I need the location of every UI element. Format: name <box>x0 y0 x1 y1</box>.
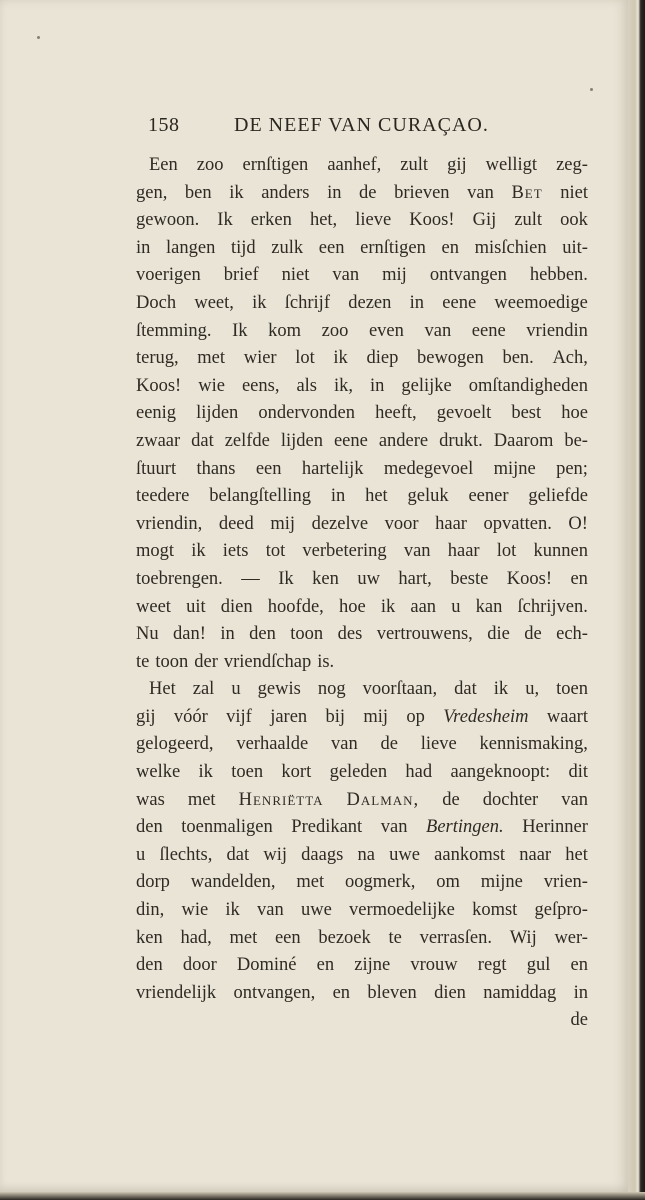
word: eene <box>442 292 477 313</box>
word: medegevoel <box>383 458 474 479</box>
word: verhaalde <box>236 734 309 755</box>
word: dit <box>568 762 588 783</box>
catchword: de <box>570 1010 588 1031</box>
word: in <box>327 182 342 203</box>
word: van <box>332 265 360 286</box>
word: te <box>136 651 150 672</box>
catchword-line <box>136 1007 588 1035</box>
word: lot <box>295 348 315 369</box>
text-line <box>136 594 588 622</box>
word: geluk <box>407 486 449 507</box>
word: Wij <box>509 927 537 948</box>
body-text <box>136 152 588 1035</box>
word: van <box>467 182 494 203</box>
word: dochter <box>482 789 539 810</box>
word: thans <box>196 458 236 479</box>
text-line <box>136 676 588 704</box>
running-head: DE NEEF VAN CURAÇAO. <box>234 114 489 136</box>
word: ik, <box>334 375 354 396</box>
word: ik <box>198 762 213 783</box>
page-edge-bottom <box>0 1192 645 1200</box>
word: eene <box>471 320 506 341</box>
word: misſchien <box>474 237 547 258</box>
word: vriendſchap <box>223 651 312 672</box>
text-line <box>136 869 588 897</box>
word: geleden <box>329 762 388 783</box>
word: bewogen <box>416 348 484 369</box>
word: ſlechts, <box>159 844 213 865</box>
word: zal <box>192 679 215 700</box>
text-line <box>136 511 588 539</box>
word: langen <box>166 237 216 258</box>
word: Ik <box>217 210 233 231</box>
word: Dalman, <box>346 789 420 810</box>
word: ech- <box>556 624 588 645</box>
word: uw <box>357 568 380 589</box>
word: met <box>229 927 258 948</box>
word: anders <box>261 182 310 203</box>
word: zulk <box>271 237 304 258</box>
word: Daarom <box>493 430 554 451</box>
word: zeg- <box>556 155 588 175</box>
word: de <box>380 734 398 755</box>
word: gij <box>136 706 156 727</box>
word: dan! <box>173 624 206 645</box>
word: ben <box>184 182 212 203</box>
word: ik <box>252 292 267 313</box>
word: na <box>357 844 375 865</box>
text-line <box>136 649 588 677</box>
word: welligt <box>485 155 538 175</box>
word: u, <box>525 679 540 700</box>
word: bij <box>325 706 346 727</box>
word: eens, <box>241 375 280 396</box>
word: vrouw <box>410 955 458 976</box>
word: Henriëtta <box>238 789 324 810</box>
word: deed <box>218 513 254 534</box>
word: hoe <box>561 403 588 424</box>
word: wier <box>243 348 277 369</box>
word: in <box>136 237 151 258</box>
word: u <box>451 596 461 617</box>
word: de <box>442 789 460 810</box>
word: beste <box>450 568 489 589</box>
text-line <box>136 318 588 346</box>
word: weet <box>136 596 171 617</box>
word: wie <box>181 900 209 921</box>
word: mij <box>270 513 296 534</box>
word: Vredesheim <box>443 706 529 727</box>
word: had <box>405 762 433 783</box>
word: door <box>182 955 217 976</box>
text-line <box>136 925 588 953</box>
word: iets <box>222 541 249 562</box>
word: weet, <box>194 292 234 313</box>
word: lieve <box>355 210 392 231</box>
word: Herinner <box>522 817 588 838</box>
word: omſtandigheden <box>468 375 588 396</box>
word: gelogeerd, <box>136 734 214 755</box>
text-line <box>136 207 588 235</box>
text-line <box>136 428 588 456</box>
text-line <box>136 704 588 732</box>
word: u <box>136 844 146 865</box>
word: verrasſen. <box>419 927 492 948</box>
word: van <box>561 789 588 810</box>
word: bezoek <box>318 927 371 948</box>
word: aan <box>410 596 437 617</box>
word: weemoedige <box>494 292 588 313</box>
word: vrien- <box>543 872 588 893</box>
word: pen; <box>556 458 588 479</box>
word: vermoedelijke <box>349 900 455 921</box>
text-line <box>136 180 588 208</box>
word: dezelve <box>311 513 369 534</box>
word: toen <box>556 679 588 700</box>
word: uit <box>186 596 206 617</box>
word: vóór <box>173 706 208 727</box>
word: hoofde, <box>267 596 324 617</box>
word: verbetering <box>302 541 387 562</box>
word: en <box>570 568 588 589</box>
paper-speck <box>590 88 593 91</box>
word: Het <box>149 679 176 700</box>
word: Ach, <box>552 348 588 369</box>
word: heeft, <box>375 403 417 424</box>
word: drukt. <box>439 430 483 451</box>
word: lieve <box>420 734 457 755</box>
text-line <box>136 842 588 870</box>
word: gewoon. <box>136 210 200 231</box>
word: gewis <box>257 679 301 700</box>
word: der <box>194 651 218 672</box>
word: Bertingen. <box>426 817 504 838</box>
word: aangeknoopt: <box>450 762 551 783</box>
word: aankomst <box>434 844 506 865</box>
text-line <box>136 345 588 373</box>
word: geliefde <box>528 486 588 507</box>
word: in <box>330 486 346 507</box>
word: ernſtigen <box>360 237 426 258</box>
word: oogmerk, <box>345 872 416 893</box>
word: den <box>136 817 163 838</box>
word: bleven <box>367 982 417 1003</box>
word: ſchrijf <box>284 292 330 313</box>
word: uwe <box>389 844 420 865</box>
word: het, <box>309 210 338 231</box>
word: mogt <box>136 541 175 562</box>
word: mij <box>382 265 407 286</box>
word: en <box>316 955 335 976</box>
word: in <box>409 292 425 313</box>
text-line <box>136 897 588 925</box>
text-line <box>136 400 588 428</box>
word: gul <box>526 955 551 976</box>
text-line <box>136 152 588 180</box>
word: hartelijk <box>301 458 364 479</box>
word: gelijke <box>401 375 452 396</box>
word: ik <box>191 541 206 562</box>
word: hoe <box>338 596 366 617</box>
word: gij <box>447 155 467 175</box>
word: met <box>187 789 216 810</box>
text-line <box>136 731 588 759</box>
text-line <box>136 262 588 290</box>
word: kunnen <box>533 541 588 562</box>
word: is. <box>317 651 335 672</box>
word: Ik <box>232 320 248 341</box>
page-edge-right <box>628 0 645 1200</box>
word: voor <box>384 513 419 534</box>
word: jaren <box>270 706 308 727</box>
word: toebrengen. <box>136 568 223 589</box>
word: wij <box>263 844 287 865</box>
word: zoo <box>321 320 349 341</box>
word: den <box>249 624 276 645</box>
word: lijden <box>280 430 323 451</box>
word: het <box>565 844 588 865</box>
word: Nu <box>136 624 159 645</box>
word: Koos! <box>136 375 182 396</box>
word: lot <box>496 541 517 562</box>
text-line <box>136 814 588 842</box>
word: Koos! <box>506 568 552 589</box>
word: dat <box>454 679 477 700</box>
word: wer- <box>554 927 588 948</box>
text-line <box>136 621 588 649</box>
word: andere <box>378 430 429 451</box>
word: kom <box>268 320 302 341</box>
word: kennismaking, <box>479 734 588 755</box>
word: van <box>257 900 284 921</box>
word: Bet <box>511 182 543 203</box>
word: eene <box>333 430 368 451</box>
word: even <box>368 320 404 341</box>
word: mijne <box>480 872 523 893</box>
word: ik <box>225 900 240 921</box>
word: Gij <box>472 210 497 231</box>
word: Doch <box>136 292 177 313</box>
word: naar <box>519 844 552 865</box>
word: voorſtaan, <box>362 679 438 700</box>
word: O! <box>568 513 588 534</box>
word: vriendin <box>526 320 588 341</box>
word: ernſtigen <box>242 155 309 175</box>
word: zult <box>400 155 429 175</box>
word: gevoelt <box>436 403 492 424</box>
word: had, <box>180 927 212 948</box>
word: ik <box>380 596 396 617</box>
word: een <box>274 927 301 948</box>
word: dien <box>220 596 253 617</box>
word: ſtuurt <box>136 458 177 479</box>
word: ook <box>560 210 588 231</box>
word: erken <box>250 210 292 231</box>
word: brief <box>223 265 259 286</box>
word: en <box>570 955 588 976</box>
word: namiddag <box>483 982 557 1003</box>
word: geſpro- <box>534 900 588 921</box>
word: de <box>359 182 377 203</box>
text-line <box>136 566 588 594</box>
text-line <box>136 290 588 318</box>
word: van <box>331 734 358 755</box>
word: was <box>136 789 165 810</box>
word: tot <box>265 541 286 562</box>
word: ik <box>493 679 509 700</box>
word: in <box>220 624 235 645</box>
word: ik <box>229 182 244 203</box>
word: welke <box>136 762 181 783</box>
word: van <box>403 541 431 562</box>
word: een <box>255 458 282 479</box>
word: vriendelijk <box>136 982 217 1003</box>
word: dezen <box>348 292 392 313</box>
word: gen, <box>136 182 168 203</box>
word: uit- <box>562 237 588 258</box>
word: en <box>441 237 459 258</box>
word: din, <box>136 900 165 921</box>
word: dat <box>226 844 250 865</box>
word: kort <box>281 762 312 783</box>
word: haar <box>435 513 467 534</box>
word: niet <box>560 182 588 203</box>
text-line <box>136 538 588 566</box>
word: hebben. <box>529 265 588 286</box>
word: vriendin, <box>136 513 203 534</box>
word: zoo <box>196 155 224 175</box>
word: dat <box>191 430 214 451</box>
page-number: 158 <box>148 114 180 136</box>
word: een <box>318 237 345 258</box>
word: vertrouwens, <box>376 624 473 645</box>
text-line <box>136 373 588 401</box>
text-line <box>136 483 588 511</box>
word: dien <box>434 982 466 1003</box>
word: ſtemming. <box>136 320 212 341</box>
word: lijden <box>196 403 239 424</box>
word: terug, <box>136 348 179 369</box>
word: waart <box>546 706 588 727</box>
word: van <box>424 320 452 341</box>
word: hart, <box>398 568 432 589</box>
word: in <box>370 375 385 396</box>
word: opvatten. <box>483 513 552 534</box>
word: en <box>332 982 351 1003</box>
word: eenig <box>136 403 177 424</box>
word: aanhef, <box>327 155 382 175</box>
word: toenmaligen <box>181 817 273 838</box>
word: de <box>524 624 542 645</box>
word: mijne <box>493 458 536 479</box>
word: regt <box>477 955 507 976</box>
word: toen <box>231 762 264 783</box>
word: Dominé <box>236 955 297 976</box>
word: van <box>380 817 408 838</box>
word: be- <box>564 430 588 451</box>
word: Koos! <box>409 210 455 231</box>
word: zwaar <box>136 430 181 451</box>
word: uwe <box>300 900 332 921</box>
word: zijne <box>354 955 391 976</box>
word: Ik <box>278 568 294 589</box>
word: toon <box>290 624 324 645</box>
word: om <box>436 872 460 893</box>
word: vijf <box>226 706 252 727</box>
word: komst <box>472 900 518 921</box>
word: ken <box>312 568 339 589</box>
word: in <box>573 982 588 1003</box>
word: best <box>511 403 542 424</box>
text-line <box>136 952 588 980</box>
word: ben. <box>502 348 534 369</box>
word: des <box>337 624 363 645</box>
word: Predikant <box>291 817 363 838</box>
word: — <box>241 568 260 589</box>
word: teedere <box>136 486 190 507</box>
word: ontvangen, <box>233 982 316 1003</box>
text-line <box>136 759 588 787</box>
word: het <box>365 486 388 507</box>
word: eener <box>468 486 509 507</box>
word: toon <box>155 651 189 672</box>
word: daags <box>301 844 344 865</box>
word: kan <box>475 596 503 617</box>
word: zelfde <box>224 430 270 451</box>
word: diep <box>366 348 399 369</box>
word: ſchrijven. <box>517 596 588 617</box>
word: op <box>406 706 425 727</box>
word: wandelden, <box>190 872 276 893</box>
word: niet <box>281 265 310 286</box>
word: ontvangen <box>429 265 507 286</box>
text-line <box>136 980 588 1008</box>
word: wie <box>198 375 225 396</box>
word: brieven <box>394 182 450 203</box>
word: mij <box>363 706 389 727</box>
text-line <box>136 235 588 263</box>
word: nog <box>317 679 346 700</box>
word: met <box>296 872 325 893</box>
word: dorp <box>136 872 170 893</box>
paper-speck <box>37 36 40 39</box>
word: den <box>136 955 163 976</box>
word: voerigen <box>136 265 201 286</box>
word: te <box>388 927 402 948</box>
word: Een <box>149 155 178 175</box>
word: met <box>197 348 226 369</box>
text-line <box>136 456 588 484</box>
word: ik <box>333 348 348 369</box>
word: ondervonden <box>258 403 355 424</box>
word: die <box>487 624 510 645</box>
word: belangſtelling <box>209 486 311 507</box>
text-line <box>136 787 588 815</box>
word: tijd <box>230 237 256 258</box>
word: ken <box>136 927 163 948</box>
word: u <box>231 679 241 700</box>
word: als <box>296 375 318 396</box>
word: zult <box>514 210 543 231</box>
word: haar <box>447 541 480 562</box>
